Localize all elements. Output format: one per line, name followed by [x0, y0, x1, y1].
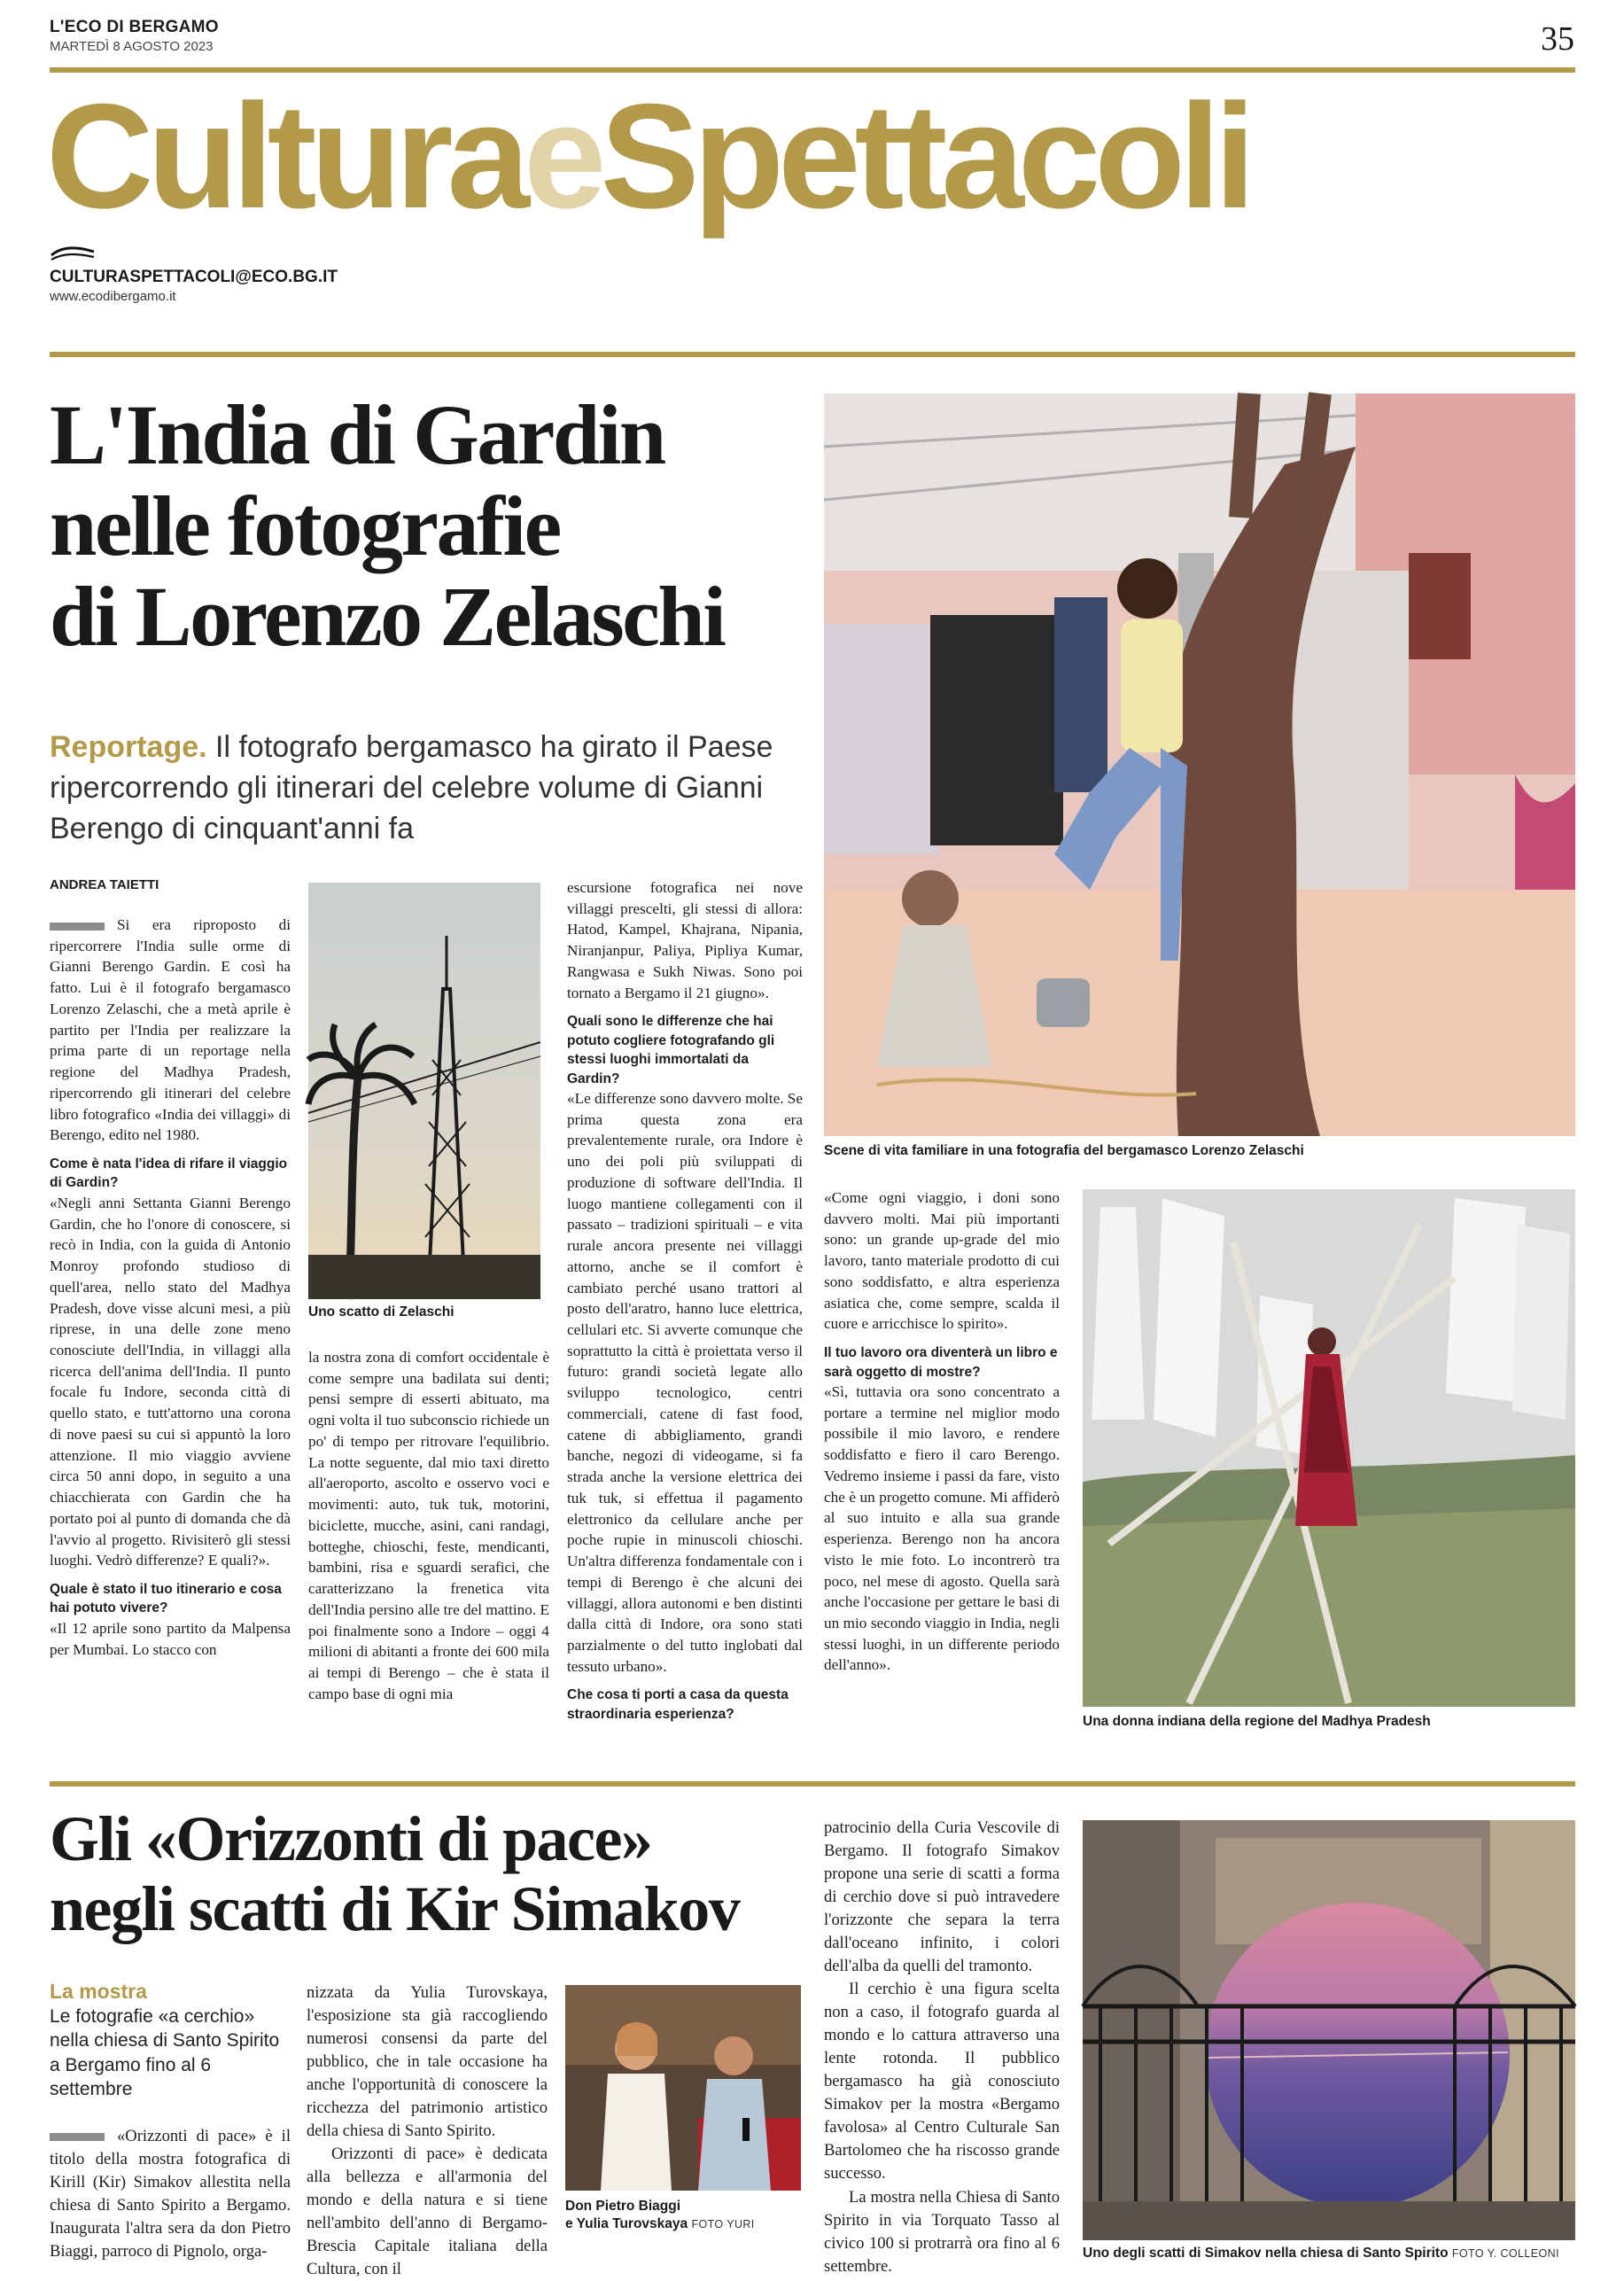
article1-paragraph: «Come ogni viaggio, i doni sono davvero molti. Mai più importanti sono: un grande up-grade del mio lavoro, tanto materiale prodotto di cui sono soddisfatto, e altra esperienza asiatica che, come sempre, scalda il cuore e arricchisce lo spirito». — [824, 1189, 1060, 1333]
article1-column-4 — [824, 1187, 1060, 1676]
section-title — [46, 73, 1250, 239]
photo-village-scene — [824, 393, 1575, 1136]
photo-circle-caption — [1083, 2246, 1559, 2262]
photo-people-credit: FOTO YURI — [691, 2218, 755, 2231]
article1-byline: ANDREA TAIETTI — [50, 877, 159, 892]
photo-woman-laundry — [1083, 1189, 1575, 1707]
article1-column-2 — [308, 1347, 549, 1704]
photo-people-caption — [565, 2198, 755, 2233]
interview-question: Quali sono le differenze che hai potuto cogliere fotografando gli stessi luoghi immortalati da Gardin? — [567, 1014, 775, 1086]
lead-bar — [50, 923, 105, 930]
section-email-link[interactable]: CULTURASPETTACOLI@ECO.BG.IT — [50, 268, 338, 286]
article1-paragraph: Si era riproposto di ripercorrere l'India sulle orme di Gianni Berengo Gardin. E così ha fatto. Lui è il fotografo bergamasco Lorenzo Zelaschi, che a metà aprile è partito per l'India per realizzare la prima parte di un reportage nella regione del Madhya Pradesh, ripercorrendo gli itinerari del celebre libro fotografico «India dei villaggi» di Berengo, edito nel 1980. — [50, 916, 291, 1144]
article2-paragraph: «Orizzonti di pace» è il titolo della mostra fotografica di Kirill (Kir) Simakov allestita nella chiesa di Santo Spirito a Bergamo. Inaugurata l'altra sera da don Pietro Biaggi, parroco di Pignolo, orga- — [50, 2127, 291, 2262]
section-title-part1: Cultura — [46, 73, 524, 239]
page-number: 35 — [1541, 20, 1574, 58]
article2-column-3 — [824, 1817, 1060, 2278]
section-gold-rule — [50, 352, 1575, 357]
website-link[interactable]: www.ecodibergamo.it — [50, 289, 176, 304]
section-title-part3: Spettacoli — [600, 73, 1250, 239]
section-title-part2: e — [524, 73, 601, 239]
article1-headline-line2: nelle fotografie — [50, 478, 560, 573]
photo-village-caption: Scene di vita familiare in una fotografia del bergamasco Lorenzo Zelaschi — [824, 1143, 1304, 1158]
interview-question: Il tuo lavoro ora diventerà un libro e sarà oggetto di mostre? — [824, 1345, 1058, 1380]
article1-paragraph: «Sì, tuttavia ora sono concentrato a portare a termine nel miglior modo possibile il mio lavoro, e rendere soddisfatto e fiero il caro Berengo. Vedremo insieme i passi da fare, visto che è un progetto comune. Mi affiderò al suo intuito e alla sua grande esperienza. Berengo non ha ancora visto le mie foto. Lo incontrerò tra poco, nel mese di agosto. Quella sarà anche l'occasione per gettare le basi di un mio secondo viaggio in India, negli stessi luoghi, in un differente periodo dell'anno». — [824, 1382, 1060, 1674]
article2-kicker: La mostra — [50, 1980, 147, 2003]
photo-tower-palm — [308, 883, 540, 1299]
article2-paragraph: La mostra nella Chiesa di Santo Spirito in via Torquato Tasso al civico 100 si protrarrà ora fino al 6 settembre. — [824, 2187, 1060, 2276]
article1-deck — [50, 727, 829, 850]
photo-circle-caption-text: Uno degli scatti di Simakov nella chiesa di Santo Spirito — [1083, 2246, 1449, 2261]
article1-kicker: Reportage. — [50, 730, 207, 764]
interview-question: Come è nata l'idea di rifare il viaggio di Gardin? — [50, 1156, 288, 1191]
photo-people-caption-line1: Don Pietro Biaggi — [565, 2199, 681, 2214]
article2-column-2 — [307, 1981, 548, 2281]
photo-tower-caption: Uno scatto di Zelaschi — [308, 1304, 455, 1320]
article2-column-1 — [50, 2125, 291, 2263]
issue-date: MARTEDÌ 8 AGOSTO 2023 — [50, 39, 214, 54]
article1-paragraph: la nostra zona di comfort occidentale è come sempre una badilata sui denti; pensi sempre di esserti abituato, ma ogni volta il tuo subconscio richiede un po' di tempo per ritrovare l'equilibrio. La notte seguente, dal mio taxi diretto all'aeroporto, ascolto e osservo voci e movimenti: auto, tuk tuk, motorini, biciclette, mucche, asini, cani randagi, botteghe, chioschi, feste, mendicanti, bambini, risa e sguardi serafici, che caratterizzano la frenetica vita dell'India persino alle tre del mattino. E poi finalmente sono a Indore – oggi 4 milioni di abitanti a fronte dei 600 mila ai tempi di Berengo – che è stata il campo base di ogni mia — [308, 1349, 549, 1702]
interview-question: Che cosa ti porti a casa da questa straordinaria esperienza? — [567, 1687, 789, 1722]
photo-people-caption-line2: e Yulia Turovskaya — [565, 2216, 688, 2232]
mid-gold-rule — [50, 1781, 1575, 1787]
article2-paragraph: Il cerchio è una figura scelta non a caso, il fotografo guarda al mondo e lo cattura attraverso una lente rotonda. Il pubblico bergamasco ha già conosciuto Simakov per la mostra «Bergamo favolosa» al Centro Culturale San Bartolomeo che ha riscosso grande successo. — [824, 1980, 1060, 2184]
article2-paragraph: Orizzonti di pace» è dedicata alla bellezza e all'armonia del mondo e della natura e si tiene nell'ambito dell'anno di Bergamo-Brescia Capitale italiana della Cultura, con il — [307, 2145, 548, 2279]
article2-headline — [50, 1804, 829, 1944]
lead-bar — [50, 2133, 105, 2141]
newspaper-name: L'ECO DI BERGAMO — [50, 18, 219, 36]
interview-question: Quale è stato il tuo itinerario e cosa hai potuto vivere? — [50, 1582, 282, 1616]
photo-circle-exhibit — [1083, 1820, 1575, 2240]
article1-headline-line1: L'India di Gardin — [50, 387, 664, 482]
article2-deck: Le fotografie «a cerchio» nella chiesa di Santo Spirito a Bergamo fino al 6 settembre — [50, 2006, 280, 2099]
article2-paragraph: patrocinio della Curia Vescovile di Bergamo. Il fotografo Simakov propone una serie di scatti a forma di cerchio dove si può intravedere l'orizzonte che separa la terra dall'oceano infinito, i colori dell'alba da quelli del tramonto. — [824, 1818, 1060, 1976]
article1-paragraph: «Il 12 aprile sono partito da Malpensa per Mumbai. Lo stacco con — [50, 1619, 291, 1658]
article1-column-1 — [50, 915, 291, 1660]
article1-headline-line3: di Lorenzo Zelaschi — [50, 569, 725, 665]
photo-woman-caption: Una donna indiana della regione del Madhya Pradesh — [1083, 1714, 1431, 1729]
article2-paragraph: nizzata da Yulia Turovskaya, l'esposizione sta già raccogliendo numerosi consensi da parte del pubblico, che in tale occasione ha anche l'opportunità di conoscere la ricchezza del patrimonio artistico della chiesa di Santo Spirito. — [307, 1983, 548, 2141]
photo-biaggi-turovskaya — [565, 1985, 801, 2191]
swoosh-logo-icon — [50, 246, 96, 262]
article2-headline-line2: negli scatti di Kir Simakov — [50, 1873, 740, 1945]
article1-paragraph: «Le differenze sono davvero molte. Se prima questa zona era prevalentemente rurale, ora Indore è uno dei poli più sviluppati di produzione di software dell'India. Il luogo mantiene collegamenti con il passato – tradizioni spirituali – e vita rurale ancora presente nei villaggi attorno, anche se il comfort è cambiato perché usano trattori al posto dell'aratro, hanno luce elettrica, cellulari etc. Si avverte comunque che soprattutto la città è proiettata verso il futuro: grandi società legate allo sviluppo tecnologico, centri commerciali, catene di fast food, catene di abbigliamento, grandi banche, negozi di videogame, si fa strada anche la versione elettrica dei tuk tuk, si effettua il pagamento elettronico da cellulare anche per poche rupie in minuscoli chioschi. Un'altra differenza fondamentale con i tempi di Berengo è che alcuni dei villaggi, allora autonomi e ben distinti dalla città di Indore, ora sono stati parzialmente o del tutto inglobati dal tessuto urbano». — [567, 1089, 803, 1675]
article2-headline-line1: Gli «Orizzonti di pace» — [50, 1803, 652, 1874]
article1-column-3 — [567, 877, 803, 1724]
article1-paragraph: «Negli anni Settanta Gianni Berengo Gardin, che ho l'onore di conoscere, si recò in India, con la guida di Antonio Monroy profondo studioso di quell'area, nello stato del Madhya Pradesh, dove visse alcuni mesi, a più riprese, in una delle zone meno conosciute dell'India, in villaggi alla ricerca dell'anima dell'India. Il punto focale fu Indore, seconda città di quello stato, e tutt'attorno una corona di nove paesi su cui si appuntò la loro attenzione. Il mio viaggio avviene circa 50 anni dopo, in seguito a una chiacchierata con Gardin che ha portato poi al punto di domanda che dà l'avvio al progetto. Rivisiterò gli stessi luoghi. Vedrò differenze? E quali?». — [50, 1194, 291, 1569]
article1-paragraph: escursione fotografica nei nove villaggi prescelti, gli stessi di allora: Hatod, Kampel, Khajrana, Nipania, Niranjanpur, Paliya, Pipliya Kumar, Rangwasa e Sukh Niwas. Sono poi tornato a Bergamo il 21 giugno». — [567, 879, 803, 1001]
article1-deck-text: Il fotografo bergamasco ha girato il Paese ripercorrendo gli itinerari del celebre volume di Gianni Berengo di cinquant'anni fa — [50, 730, 773, 846]
article1-headline — [50, 387, 829, 665]
photo-circle-credit: FOTO Y. COLLEONI — [1451, 2247, 1559, 2260]
